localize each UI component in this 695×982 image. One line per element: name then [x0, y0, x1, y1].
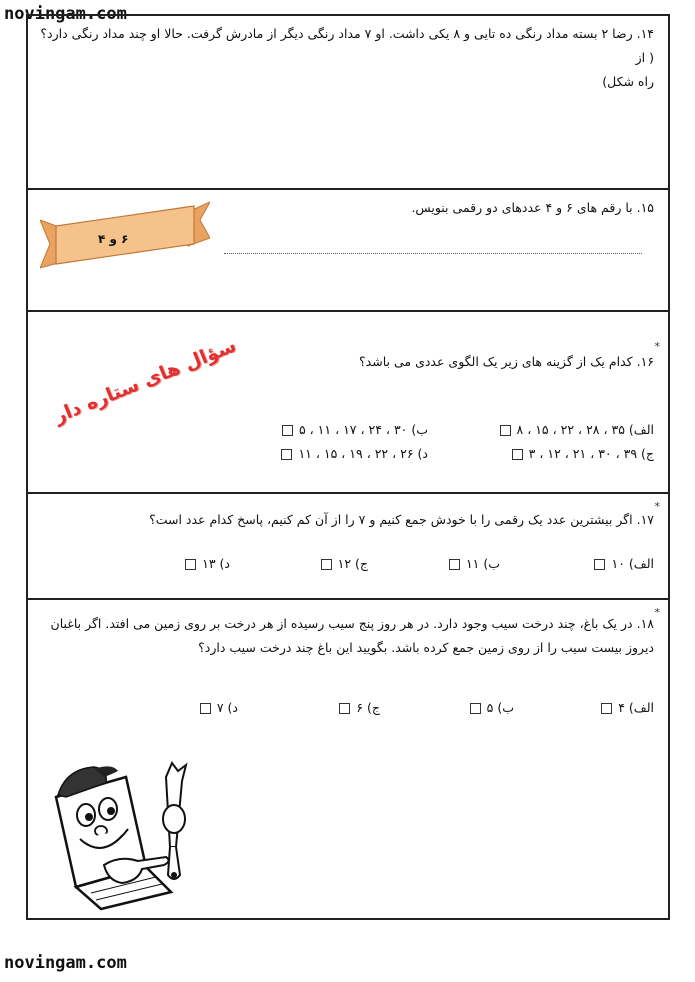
option-b[interactable] [276, 422, 428, 437]
starred-questions-stamp [34, 334, 240, 432]
ribbon-digits: ۶ و ۴ [98, 232, 129, 246]
star-mark: * [654, 606, 660, 619]
question-15-text: ۱۵. با رقم های ۶ و ۴ عددهای دو رقمی بنویس. [411, 200, 654, 215]
option-c-checkbox[interactable] [512, 449, 523, 460]
option-d[interactable] [194, 700, 238, 715]
question-18-text [34, 612, 654, 660]
option-b-checkbox[interactable] [449, 559, 460, 570]
option-d-checkbox[interactable] [185, 559, 196, 570]
option-a-label: الف) ۱۰ [611, 556, 654, 571]
star-mark: * [654, 500, 660, 513]
question-14-line1: ۱۴. رضا ۲ بسته مداد رنگی ده تایی و ۸ یکی داشت. او ۷ مداد رنگی دیگر از مادرش گرفت. حالا او چند مداد رنگی دارد؟ ( از [40, 26, 654, 65]
option-b-label: ب) ۱۱ [465, 556, 500, 571]
option-b[interactable] [464, 700, 514, 715]
option-b-checkbox[interactable] [470, 703, 481, 714]
option-a[interactable] [595, 700, 654, 715]
option-a-label: الف) ۴ [618, 700, 654, 715]
option-a[interactable] [588, 556, 654, 571]
question-15-section [28, 190, 668, 312]
option-a-label: الف) ۳۵ ، ۲۸ ، ۲۲ ، ۱۵ ، ۸ [516, 422, 654, 437]
option-d[interactable] [179, 556, 230, 571]
question-17-section [28, 494, 668, 600]
option-c[interactable] [315, 556, 368, 571]
option-b-checkbox[interactable] [282, 425, 293, 436]
question-18-section [28, 600, 668, 918]
option-b-label: ب) ۵ [486, 700, 514, 715]
option-b[interactable] [443, 556, 500, 571]
option-c[interactable] [506, 446, 654, 461]
answer-dotted-line [224, 253, 642, 254]
laptop-mascot-with-wrench-icon [46, 757, 196, 912]
option-c-label: ج) ۶ [356, 700, 380, 715]
worksheet [26, 14, 670, 920]
question-16-text: ۱۶. کدام یک از گزینه های زیر یک الگوی عددی می باشد؟ [359, 354, 654, 369]
option-a-checkbox[interactable] [601, 703, 612, 714]
star-mark: * [654, 340, 660, 353]
option-c-label: ج) ۳۹ ، ۳۰ ، ۲۱ ، ۱۲ ، ۳ [528, 446, 654, 461]
option-c-checkbox[interactable] [321, 559, 332, 570]
option-c-label: ج) ۱۲ [337, 556, 368, 571]
question-14-section [28, 16, 668, 190]
option-d-label: د) ۷ [216, 700, 238, 715]
stamp-label: سؤال های ستاره دار [50, 334, 240, 428]
question-17-text: ۱۷. اگر بیشترین عدد یک رقمی را با خودش جمع کنیم و ۷ را از آن کم کنیم، پاسخ کدام عدد است؟ [149, 512, 654, 527]
option-d-checkbox[interactable] [281, 449, 292, 460]
option-d[interactable] [275, 446, 428, 461]
question-16-section [28, 312, 668, 494]
option-a-checkbox[interactable] [500, 425, 511, 436]
option-d-checkbox[interactable] [200, 703, 211, 714]
option-a[interactable] [494, 422, 654, 437]
option-d-label: د) ۲۶ ، ۲۲ ، ۱۹ ، ۱۵ ، ۱۱ [298, 446, 428, 461]
question-14-text [34, 22, 654, 94]
brand-watermark-top: novingam.com [4, 4, 127, 24]
option-b-label: ب) ۳۰ ، ۲۴ ، ۱۷ ، ۱۱ ، ۵ [298, 422, 428, 437]
option-d-label: د) ۱۳ [202, 556, 230, 571]
question-14-line2: راه شکل) [602, 74, 654, 89]
option-c-checkbox[interactable] [339, 703, 350, 714]
brand-watermark-bottom: novingam.com [4, 953, 127, 973]
option-c[interactable] [333, 700, 380, 715]
option-a-checkbox[interactable] [594, 559, 605, 570]
question-18-line1: ۱۸. در یک باغ، چند درخت سیب وجود دارد. در هر روز پنج سیب رسیده از هر درخت بر روی زمین می افتد. اگر باغبان [50, 616, 654, 631]
question-18-line2: دیروز بیست سیب را از روی زمین جمع کرده باشد. بگویید این باغ چند درخت سیب دارد؟ [198, 640, 654, 655]
